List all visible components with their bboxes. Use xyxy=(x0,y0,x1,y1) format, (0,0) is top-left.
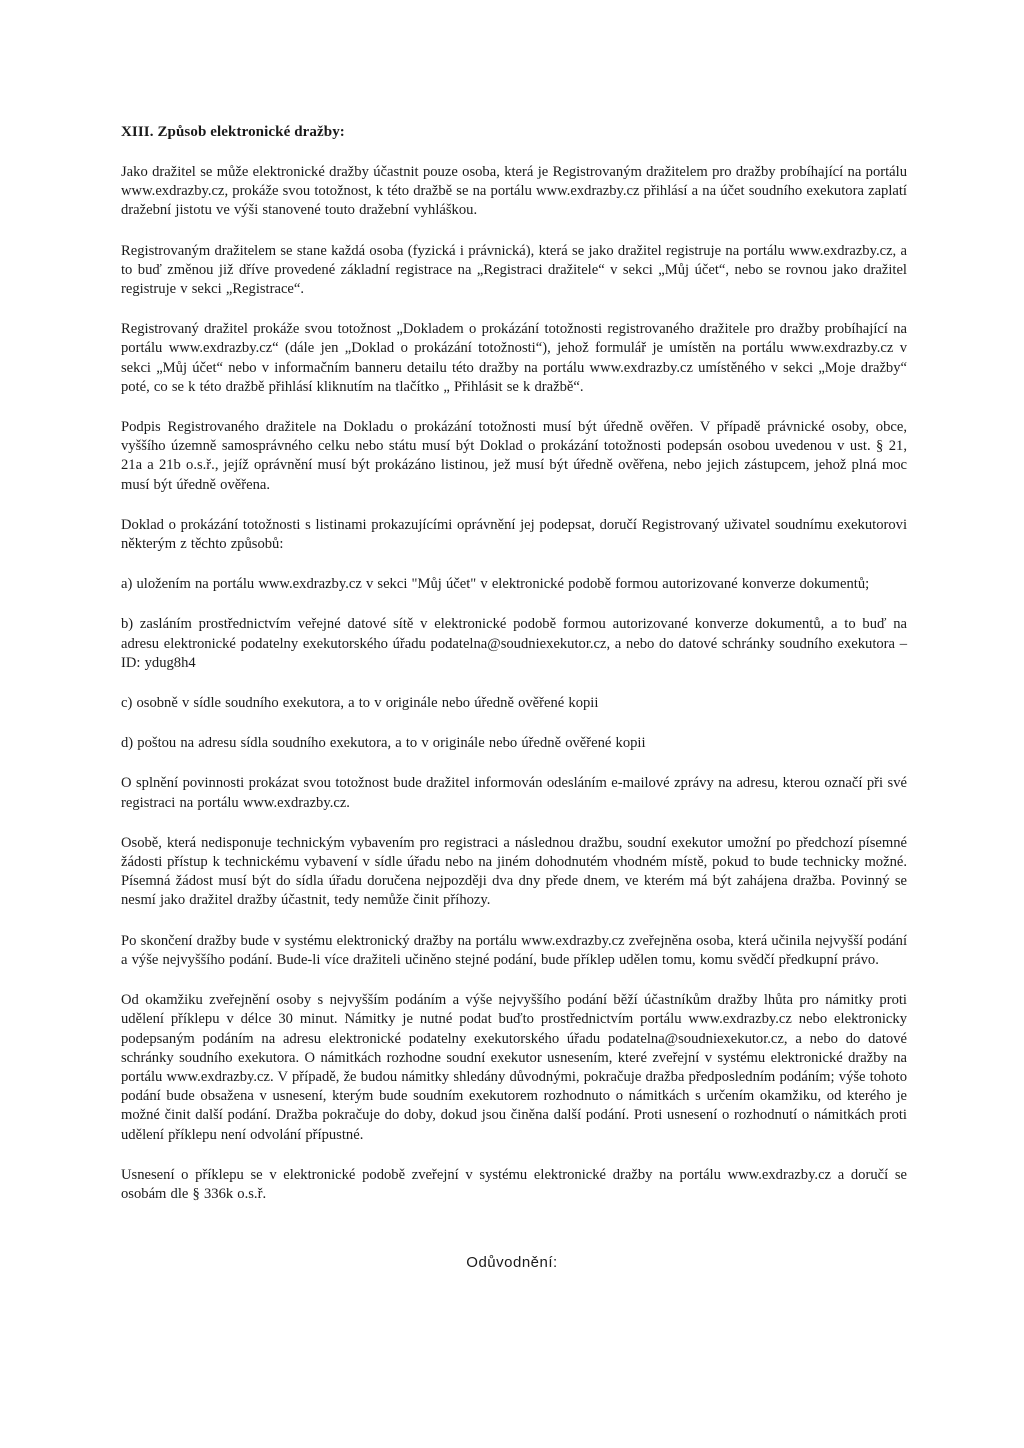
document-body xyxy=(121,124,907,1225)
paragraph-auction-participation: Jako dražitel se může elektronické dražby účastnit pouze osoba, která je Registrovaným dražitelem pro dražby probíhající na portálu www.exdrazby.cz, prokáže svou totožnost, k této dražbě se na portálu www.exdrazby.cz přihlásí a na účet soudního exekutora zaplatí dražební jistotu ve výši stanovené touto dražební vyhláškou. xyxy=(121,164,907,219)
paragraph-auction-end: Po skončení dražby bude v systému elektronický dražby na portálu www.exdrazby.cz zveřejněna osoba, která učinila nejvyšší podání a výše nejvyššího podání. Bude-li více dražiteli učiněno stejné podání, bude příklep udělen tomu, komu svědčí předkupní právo. xyxy=(121,932,907,968)
closing-heading: Odůvodnění: xyxy=(466,1254,558,1271)
list-item-b: b) zasláním prostřednictvím veřejné datové sítě v elektronické podobě formou autorizované konverze dokumentů, a to buď na adresu elektronické podatelny exekutorského úřadu podatelna@soudniexekutor.cz, a nebo do datové schránky soudního exekutora – ID: ydug8h4 xyxy=(121,616,907,671)
list-item-d: d) poštou na adresu sídla soudního exekutora, a to v originále nebo úředně ověřené kopii xyxy=(121,735,646,752)
paragraph-email-notification: O splnění povinnosti prokázat svou totožnost bude dražitel informován odesláním e-mailové zprávy na adresu, kterou označí při své registraci na portálu www.exdrazby.cz. xyxy=(121,775,907,811)
paragraph-registered-bidder: Registrovaným dražitelem se stane každá osoba (fyzická i právnická), která se jako dražitel registruje na portálu www.exdrazby.cz, a to buď změnou již dříve provedené základní registrace na „Registraci dražitele“ v sekci „Můj účet“, nebo se rovnou jako dražitel registruje v sekci „Registrace“. xyxy=(121,242,907,298)
paragraph-delivery-methods: Doklad o prokázání totožnosti s listinami prokazujícími oprávnění jej podepsat, doručí Registrovaný uživatel soudnímu exekutorovi některým z těchto způsobů: xyxy=(121,516,907,553)
paragraph-resolution-publication: Usnesení o příklepu se v elektronické podobě zveřejní v systému elektronické dražby na portálu www.exdrazby.cz a doručí se osobám dle § 336k o.s.ř. xyxy=(121,1166,907,1202)
paragraph-signature-verification: Podpis Registrovaného dražitele na Dokladu o prokázání totožnosti musí být úředně ověřen. V případě právnické osoby, obce, vyššího územně samosprávného celku nebo státu musí být Doklad o prokázání totožnosti podepsán osobou uvedenou v ust. § 21, 21a a 21b o.s.ř., jejíž oprávnění musí být prokázáno listinou, jež musí být úředně ověřena, nebo jejich zástupcem, jehož plná moc musí být úředně ověřena. xyxy=(121,419,907,493)
section-heading: XIII. Způsob elektronické dražby: xyxy=(121,124,345,140)
list-item-a: a) uložením na portálu www.exdrazby.cz v sekci "Můj účet" v elektronické podobě formou autorizované konverze dokumentů; xyxy=(121,576,870,593)
list-item-c: c) osobně v sídle soudního exekutora, a to v originále nebo úředně ověřené kopii xyxy=(121,695,599,712)
paragraph-technical-access: Osobě, která nedisponuje technickým vybavením pro registraci a následnou dražbu, soudní exekutor umožní po předchozí písemné žádosti přístup k technickému vybavení v sídle úřadu nebo na jiném dohodnutém vhodném místě, pokud to bude technicky možné. Písemná žádost musí být do sídla úřadu doručena nejpozději dva dny přede dnem, ve kterém má být zahájena dražba. Povinný se nesmí jako dražitel dražby účastnit, tedy nemůže činit příhozy. xyxy=(121,834,907,909)
paragraph-identity-proof: Registrovaný dražitel prokáže svou totožnost „Dokladem o prokázání totožnosti registrovaného dražitele pro dražby probíhající na portálu www.exdrazby.cz“ (dále jen „Doklad o prokázání totožnosti“), jehož formulář je umístěn na portálu www.exdrazby.cz v sekci „Můj účet“ nebo v informačním banneru detailu této dražby na portálu www.exdrazby.cz umístěného v sekci „Moje dražby“ poté, co se k této dražbě přihlásí kliknutím na tlačítko „ Přihlásit se k dražbě“. xyxy=(121,321,907,395)
paragraph-objections: Od okamžiku zveřejnění osoby s nejvyšším podáním a výše nejvyššího podání běží účastníkům dražby lhůta pro námitky proti udělení příklepu v délce 30 minut. Námitky je nutné podat buďto prostřednictvím portálu www.exdrazby.cz nebo elektronicky podepsaným podáním na adresu elektronické podatelny exekutorského úřadu podatelna@soudniexekutor.cz, a nebo do datové schránky soudního exekutora. O námitkách rozhodne soudní exekutor usnesením, které zveřejní v systému elektronické dražby na portálu www.exdrazby.cz. V případě, že budou námitky shledány důvodnými, pokračuje dražba předposledním podáním; výše tohoto podání bude obsažena v usnesení, kterým bude soudním exekutorem rozhodnuto o námitkách s určením okamžiku, od kterého je možné činit další podání. Dražba pokračuje do doby, dokud jsou činěna další podání. Proti usnesení o rozhodnutí o námitkách proti udělení příklepu není odvolání přípustné. xyxy=(121,992,907,1143)
